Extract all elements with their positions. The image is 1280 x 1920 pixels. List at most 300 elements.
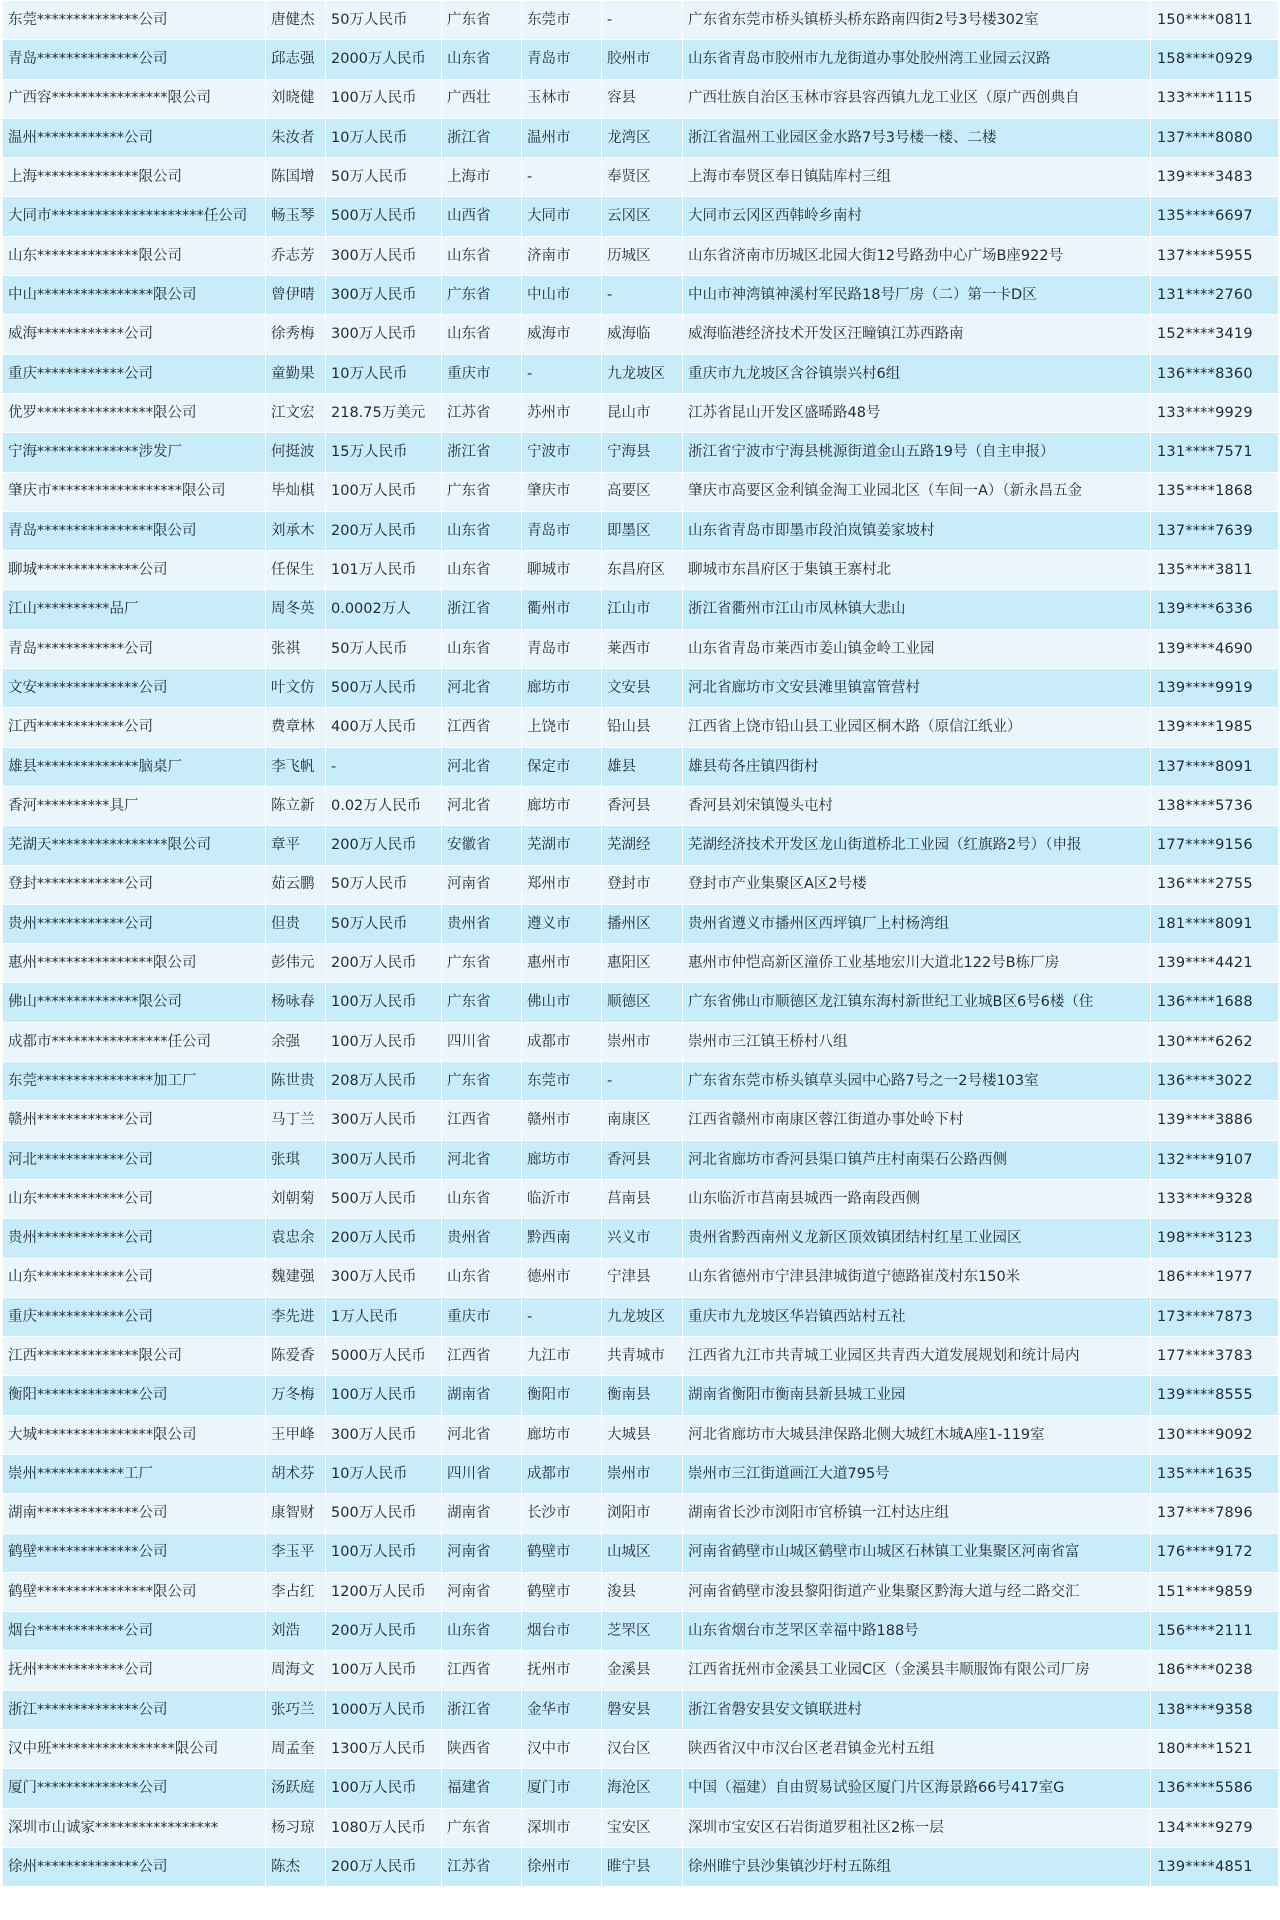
district-cell: 莒南县 <box>602 1179 683 1218</box>
district-cell: 衡南县 <box>602 1376 683 1415</box>
province-cell: 安徽省 <box>442 826 522 865</box>
address-cell: 威海临港经济技术开发区汪疃镇江苏西路南 <box>683 315 1151 354</box>
registered-capital-cell: 100万人民币 <box>326 1533 442 1572</box>
table-row <box>3 826 1279 865</box>
company-name-cell: 汉中班*****************限公司 <box>3 1730 266 1769</box>
registered-capital-cell: 2000万人民币 <box>326 40 442 79</box>
city-cell: 东莞市 <box>522 1062 602 1101</box>
city-cell: - <box>522 354 602 393</box>
phone-cell: 130****6262 <box>1151 1022 1279 1061</box>
legal-person-cell: 陈爱香 <box>266 1337 326 1376</box>
company-table <box>2 0 1279 1887</box>
city-cell: 苏州市 <box>522 393 602 432</box>
phone-cell: 139****4421 <box>1151 944 1279 983</box>
city-cell: 保定市 <box>522 747 602 786</box>
address-cell: 崇州市三江街道画江大道795号 <box>683 1454 1151 1493</box>
company-name-cell: 温州************公司 <box>3 118 266 157</box>
province-cell: 河北省 <box>442 786 522 825</box>
registered-capital-cell: 50万人民币 <box>326 629 442 668</box>
table-row <box>3 1258 1279 1297</box>
table-row <box>3 1376 1279 1415</box>
district-cell: 共青城市 <box>602 1337 683 1376</box>
registered-capital-cell: 200万人民币 <box>326 1847 442 1886</box>
phone-cell: 139****4851 <box>1151 1847 1279 1886</box>
city-cell: 成都市 <box>522 1022 602 1061</box>
district-cell: 高要区 <box>602 472 683 511</box>
province-cell: 山东省 <box>442 629 522 668</box>
legal-person-cell: 胡术芬 <box>266 1454 326 1493</box>
registered-capital-cell: 300万人民币 <box>326 1140 442 1179</box>
table-row <box>3 551 1279 590</box>
registered-capital-cell: 100万人民币 <box>326 79 442 118</box>
registered-capital-cell: 10万人民币 <box>326 1454 442 1493</box>
address-cell: 浙江省磐安县安文镇联进村 <box>683 1690 1151 1729</box>
city-cell: 黔西南 <box>522 1219 602 1258</box>
phone-cell: 131****2760 <box>1151 276 1279 315</box>
table-row <box>3 1297 1279 1336</box>
registered-capital-cell: 1300万人民币 <box>326 1730 442 1769</box>
address-cell: 江西省上饶市铅山县工业园区桐木路（原信江纸业） <box>683 708 1151 747</box>
phone-cell: 177****3783 <box>1151 1337 1279 1376</box>
company-name-cell: 成都市****************任公司 <box>3 1022 266 1061</box>
district-cell: 金溪县 <box>602 1651 683 1690</box>
address-cell: 山东省烟台市芝罘区幸福中路188号 <box>683 1612 1151 1651</box>
district-cell: 九龙坡区 <box>602 354 683 393</box>
city-cell: 鹤壁市 <box>522 1533 602 1572</box>
phone-cell: 136****3022 <box>1151 1062 1279 1101</box>
legal-person-cell: 费章林 <box>266 708 326 747</box>
address-cell: 湖南省衡阳市衡南县新县城工业园 <box>683 1376 1151 1415</box>
company-name-cell: 山东**************限公司 <box>3 236 266 275</box>
province-cell: 河南省 <box>442 1572 522 1611</box>
phone-cell: 133****9929 <box>1151 393 1279 432</box>
table-row <box>3 1415 1279 1454</box>
district-cell: 香河县 <box>602 786 683 825</box>
registered-capital-cell: 50万人民币 <box>326 158 442 197</box>
address-cell: 浙江省温州工业园区金水路7号3号楼一楼、二楼 <box>683 118 1151 157</box>
province-cell: 山东省 <box>442 1258 522 1297</box>
phone-cell: 186****0238 <box>1151 1651 1279 1690</box>
city-cell: 青岛市 <box>522 629 602 668</box>
phone-cell: 137****7639 <box>1151 511 1279 550</box>
company-name-cell: 优罗****************限公司 <box>3 393 266 432</box>
address-cell: 中国（福建）自由贸易试验区厦门片区海景路66号417室G <box>683 1769 1151 1808</box>
company-name-cell: 香河**********具厂 <box>3 786 266 825</box>
address-cell: 芜湖经济技术开发区龙山街道桥北工业园（红旗路2号）（申报 <box>683 826 1151 865</box>
legal-person-cell: 但贵 <box>266 904 326 943</box>
phone-cell: 139****8555 <box>1151 1376 1279 1415</box>
legal-person-cell: 周孟奎 <box>266 1730 326 1769</box>
city-cell: 汉中市 <box>522 1730 602 1769</box>
company-name-cell: 贵州************公司 <box>3 1219 266 1258</box>
table-row <box>3 79 1279 118</box>
company-name-cell: 威海************公司 <box>3 315 266 354</box>
phone-cell: 198****3123 <box>1151 1219 1279 1258</box>
city-cell: 中山市 <box>522 276 602 315</box>
district-cell: 睢宁县 <box>602 1847 683 1886</box>
legal-person-cell: 袁忠余 <box>266 1219 326 1258</box>
legal-person-cell: 乔志芳 <box>266 236 326 275</box>
province-cell: 山西省 <box>442 197 522 236</box>
phone-cell: 138****9358 <box>1151 1690 1279 1729</box>
address-cell: 河南省鹤壁市浚县黎阳街道产业集聚区黔海大道与经二路交汇 <box>683 1572 1151 1611</box>
company-name-cell: 文安**************公司 <box>3 669 266 708</box>
province-cell: 山东省 <box>442 236 522 275</box>
district-cell: 磐安县 <box>602 1690 683 1729</box>
registered-capital-cell: 100万人民币 <box>326 983 442 1022</box>
legal-person-cell: 张琪 <box>266 1140 326 1179</box>
address-cell: 山东省德州市宁津县津城街道宁德路崔茂村东150米 <box>683 1258 1151 1297</box>
city-cell: 深圳市 <box>522 1808 602 1847</box>
table-row <box>3 1847 1279 1886</box>
phone-cell: 186****1977 <box>1151 1258 1279 1297</box>
city-cell: 青岛市 <box>522 511 602 550</box>
registered-capital-cell: 101万人民币 <box>326 551 442 590</box>
province-cell: 广东省 <box>442 472 522 511</box>
address-cell: 聊城市东昌府区于集镇王寨村北 <box>683 551 1151 590</box>
address-cell: 陕西省汉中市汉台区老君镇金光村五组 <box>683 1730 1151 1769</box>
province-cell: 河北省 <box>442 747 522 786</box>
address-cell: 广东省佛山市顺德区龙江镇东海村新世纪工业城B区6号6楼（住 <box>683 983 1151 1022</box>
company-name-cell: 崇州************工厂 <box>3 1454 266 1493</box>
address-cell: 河北省廊坊市香河县渠口镇芦庄村南渠石公路西侧 <box>683 1140 1151 1179</box>
address-cell: 江西省赣州市南康区蓉江街道办事处岭下村 <box>683 1101 1151 1140</box>
table-row <box>3 40 1279 79</box>
province-cell: 上海市 <box>442 158 522 197</box>
address-cell: 广东省东莞市桥头镇桥头桥东路南四街2号3号楼302室 <box>683 1 1151 40</box>
city-cell: 长沙市 <box>522 1494 602 1533</box>
legal-person-cell: 徐秀梅 <box>266 315 326 354</box>
address-cell: 肇庆市高要区金利镇金淘工业园北区（车间一A）（新永昌五金 <box>683 472 1151 511</box>
legal-person-cell: 畅玉琴 <box>266 197 326 236</box>
address-cell: 徐州睢宁县沙集镇沙圩村五陈组 <box>683 1847 1151 1886</box>
table-row <box>3 1062 1279 1101</box>
registered-capital-cell: 300万人民币 <box>326 315 442 354</box>
company-name-cell: 芜湖天****************限公司 <box>3 826 266 865</box>
address-cell: 深圳市宝安区石岩街道罗租社区2栋一层 <box>683 1808 1151 1847</box>
phone-cell: 151****9859 <box>1151 1572 1279 1611</box>
legal-person-cell: 余强 <box>266 1022 326 1061</box>
registered-capital-cell: 15万人民币 <box>326 433 442 472</box>
legal-person-cell: 邱志强 <box>266 40 326 79</box>
city-cell: 温州市 <box>522 118 602 157</box>
city-cell: 济南市 <box>522 236 602 275</box>
phone-cell: 136****8360 <box>1151 354 1279 393</box>
table-row <box>3 1219 1279 1258</box>
legal-person-cell: 茹云鹏 <box>266 865 326 904</box>
province-cell: 河南省 <box>442 1533 522 1572</box>
registered-capital-cell: - <box>326 747 442 786</box>
phone-cell: 176****9172 <box>1151 1533 1279 1572</box>
table-row <box>3 158 1279 197</box>
table-body <box>3 1 1279 1887</box>
company-name-cell: 东莞**************公司 <box>3 1 266 40</box>
district-cell: 山城区 <box>602 1533 683 1572</box>
address-cell: 上海市奉贤区奉日镇陆库村三组 <box>683 158 1151 197</box>
legal-person-cell: 陈世贵 <box>266 1062 326 1101</box>
legal-person-cell: 陈立新 <box>266 786 326 825</box>
legal-person-cell: 陈杰 <box>266 1847 326 1886</box>
registered-capital-cell: 100万人民币 <box>326 1769 442 1808</box>
company-name-cell: 山东************公司 <box>3 1179 266 1218</box>
company-name-cell: 聊城**************公司 <box>3 551 266 590</box>
table-row <box>3 511 1279 550</box>
phone-cell: 131****7571 <box>1151 433 1279 472</box>
city-cell: 宁波市 <box>522 433 602 472</box>
district-cell: 江山市 <box>602 590 683 629</box>
district-cell: 芝罘区 <box>602 1612 683 1651</box>
province-cell: 河北省 <box>442 1140 522 1179</box>
city-cell: 临沂市 <box>522 1179 602 1218</box>
table-row <box>3 393 1279 432</box>
province-cell: 重庆市 <box>442 354 522 393</box>
legal-person-cell: 王甲峰 <box>266 1415 326 1454</box>
legal-person-cell: 汤跃庭 <box>266 1769 326 1808</box>
company-name-cell: 大城****************限公司 <box>3 1415 266 1454</box>
city-cell: 惠州市 <box>522 944 602 983</box>
province-cell: 江苏省 <box>442 1847 522 1886</box>
phone-cell: 135****6697 <box>1151 197 1279 236</box>
table-row <box>3 944 1279 983</box>
district-cell: 登封市 <box>602 865 683 904</box>
table-row <box>3 118 1279 157</box>
table-row <box>3 1572 1279 1611</box>
registered-capital-cell: 1200万人民币 <box>326 1572 442 1611</box>
phone-cell: 133****9328 <box>1151 1179 1279 1218</box>
registered-capital-cell: 100万人民币 <box>326 1022 442 1061</box>
company-name-cell: 重庆************公司 <box>3 1297 266 1336</box>
legal-person-cell: 张巧兰 <box>266 1690 326 1729</box>
company-name-cell: 鹤壁****************限公司 <box>3 1572 266 1611</box>
province-cell: 陕西省 <box>442 1730 522 1769</box>
phone-cell: 139****6336 <box>1151 590 1279 629</box>
company-name-cell: 江西**************限公司 <box>3 1337 266 1376</box>
address-cell: 山东省青岛市莱西市姜山镇金岭工业园 <box>683 629 1151 668</box>
company-name-cell: 鹤壁**************公司 <box>3 1533 266 1572</box>
district-cell: - <box>602 1062 683 1101</box>
company-name-cell: 徐州**************公司 <box>3 1847 266 1886</box>
table-row <box>3 1808 1279 1847</box>
company-name-cell: 厦门**************公司 <box>3 1769 266 1808</box>
province-cell: 四川省 <box>442 1454 522 1493</box>
address-cell: 山东临沂市莒南县城西一路南段西侧 <box>683 1179 1151 1218</box>
registered-capital-cell: 300万人民币 <box>326 1415 442 1454</box>
phone-cell: 135****3811 <box>1151 551 1279 590</box>
table-row <box>3 1454 1279 1493</box>
phone-cell: 139****3886 <box>1151 1101 1279 1140</box>
phone-cell: 139****3483 <box>1151 158 1279 197</box>
city-cell: - <box>522 158 602 197</box>
province-cell: 江苏省 <box>442 393 522 432</box>
district-cell: 大城县 <box>602 1415 683 1454</box>
company-name-cell: 重庆************公司 <box>3 354 266 393</box>
legal-person-cell: 刘承木 <box>266 511 326 550</box>
city-cell: 聊城市 <box>522 551 602 590</box>
province-cell: 福建省 <box>442 1769 522 1808</box>
city-cell: 廊坊市 <box>522 786 602 825</box>
phone-cell: 137****7896 <box>1151 1494 1279 1533</box>
table-row <box>3 1179 1279 1218</box>
district-cell: 南康区 <box>602 1101 683 1140</box>
registered-capital-cell: 300万人民币 <box>326 236 442 275</box>
district-cell: 宁海县 <box>602 433 683 472</box>
legal-person-cell: 周冬英 <box>266 590 326 629</box>
phone-cell: 132****9107 <box>1151 1140 1279 1179</box>
address-cell: 江西省抚州市金溪县工业园C区（金溪县丰顺服饰有限公司厂房 <box>683 1651 1151 1690</box>
district-cell: 东昌府区 <box>602 551 683 590</box>
registered-capital-cell: 400万人民币 <box>326 708 442 747</box>
district-cell: 浏阳市 <box>602 1494 683 1533</box>
legal-person-cell: 张祺 <box>266 629 326 668</box>
province-cell: 山东省 <box>442 511 522 550</box>
registered-capital-cell: 0.0002万人 <box>326 590 442 629</box>
city-cell: 鹤壁市 <box>522 1572 602 1611</box>
phone-cell: 137****5955 <box>1151 236 1279 275</box>
district-cell: 容县 <box>602 79 683 118</box>
registered-capital-cell: 500万人民币 <box>326 1179 442 1218</box>
phone-cell: 136****5586 <box>1151 1769 1279 1808</box>
district-cell: 胶州市 <box>602 40 683 79</box>
address-cell: 河北省廊坊市文安县滩里镇富管营村 <box>683 669 1151 708</box>
registered-capital-cell: 0.02万人民币 <box>326 786 442 825</box>
registered-capital-cell: 1080万人民币 <box>326 1808 442 1847</box>
district-cell: - <box>602 1 683 40</box>
district-cell: 兴义市 <box>602 1219 683 1258</box>
table-row <box>3 669 1279 708</box>
registered-capital-cell: 1000万人民币 <box>326 1690 442 1729</box>
table-row <box>3 1612 1279 1651</box>
legal-person-cell: 何挺波 <box>266 433 326 472</box>
registered-capital-cell: 300万人民币 <box>326 276 442 315</box>
province-cell: 浙江省 <box>442 590 522 629</box>
table-row <box>3 197 1279 236</box>
district-cell: 铅山县 <box>602 708 683 747</box>
city-cell: 廊坊市 <box>522 1140 602 1179</box>
phone-cell: 130****9092 <box>1151 1415 1279 1454</box>
province-cell: 河南省 <box>442 865 522 904</box>
district-cell: 莱西市 <box>602 629 683 668</box>
legal-person-cell: 刘浩 <box>266 1612 326 1651</box>
province-cell: 湖南省 <box>442 1494 522 1533</box>
company-name-cell: 赣州************公司 <box>3 1101 266 1140</box>
table-row <box>3 904 1279 943</box>
company-name-cell: 浙江**************公司 <box>3 1690 266 1729</box>
legal-person-cell: 章平 <box>266 826 326 865</box>
city-cell: 威海市 <box>522 315 602 354</box>
registered-capital-cell: 200万人民币 <box>326 511 442 550</box>
district-cell: 即墨区 <box>602 511 683 550</box>
company-name-cell: 宁海**************涉发厂 <box>3 433 266 472</box>
address-cell: 重庆市九龙坡区华岩镇西站村五社 <box>683 1297 1151 1336</box>
province-cell: 广东省 <box>442 1 522 40</box>
district-cell: 播州区 <box>602 904 683 943</box>
district-cell: 文安县 <box>602 669 683 708</box>
district-cell: 龙湾区 <box>602 118 683 157</box>
company-name-cell: 雄县**************脑桌厂 <box>3 747 266 786</box>
phone-cell: 136****1688 <box>1151 983 1279 1022</box>
city-cell: 抚州市 <box>522 1651 602 1690</box>
table-row <box>3 276 1279 315</box>
table-row <box>3 1022 1279 1061</box>
table-row <box>3 315 1279 354</box>
legal-person-cell: 周海文 <box>266 1651 326 1690</box>
city-cell: 大同市 <box>522 197 602 236</box>
province-cell: 江西省 <box>442 1651 522 1690</box>
legal-person-cell: 李飞帆 <box>266 747 326 786</box>
registered-capital-cell: 200万人民币 <box>326 1612 442 1651</box>
city-cell: 佛山市 <box>522 983 602 1022</box>
legal-person-cell: 彭伟元 <box>266 944 326 983</box>
province-cell: 山东省 <box>442 1179 522 1218</box>
district-cell: 芜湖经 <box>602 826 683 865</box>
phone-cell: 152****3419 <box>1151 315 1279 354</box>
district-cell: 威海临 <box>602 315 683 354</box>
province-cell: 浙江省 <box>442 118 522 157</box>
address-cell: 贵州省黔西南州义龙新区顶效镇团结村红星工业园区 <box>683 1219 1151 1258</box>
district-cell: 崇州市 <box>602 1022 683 1061</box>
registered-capital-cell: 5000万人民币 <box>326 1337 442 1376</box>
city-cell: 肇庆市 <box>522 472 602 511</box>
phone-cell: 150****0811 <box>1151 1 1279 40</box>
company-name-cell: 惠州****************限公司 <box>3 944 266 983</box>
registered-capital-cell: 200万人民币 <box>326 944 442 983</box>
province-cell: 河北省 <box>442 669 522 708</box>
table-row <box>3 236 1279 275</box>
city-cell: 成都市 <box>522 1454 602 1493</box>
table-row <box>3 629 1279 668</box>
address-cell: 江苏省昆山开发区盛晞路48号 <box>683 393 1151 432</box>
city-cell: 芜湖市 <box>522 826 602 865</box>
company-name-cell: 登封************公司 <box>3 865 266 904</box>
registered-capital-cell: 500万人民币 <box>326 669 442 708</box>
company-name-cell: 江山**********品厂 <box>3 590 266 629</box>
province-cell: 山东省 <box>442 551 522 590</box>
company-name-cell: 河北************公司 <box>3 1140 266 1179</box>
city-cell: - <box>522 1297 602 1336</box>
district-cell: 惠阳区 <box>602 944 683 983</box>
phone-cell: 139****1985 <box>1151 708 1279 747</box>
address-cell: 广西壮族自治区玉林市容县容西镇九龙工业区（原广西创典自 <box>683 79 1151 118</box>
city-cell: 德州市 <box>522 1258 602 1297</box>
address-cell: 重庆市九龙坡区含谷镇崇兴村6组 <box>683 354 1151 393</box>
address-cell: 崇州市三江镇王桥村八组 <box>683 1022 1151 1061</box>
registered-capital-cell: 50万人民币 <box>326 1 442 40</box>
district-cell: 昆山市 <box>602 393 683 432</box>
city-cell: 烟台市 <box>522 1612 602 1651</box>
registered-capital-cell: 200万人民币 <box>326 826 442 865</box>
company-name-cell: 贵州************公司 <box>3 904 266 943</box>
legal-person-cell: 康智财 <box>266 1494 326 1533</box>
legal-person-cell: 李占红 <box>266 1572 326 1611</box>
table-row <box>3 1730 1279 1769</box>
address-cell: 大同市云冈区西韩岭乡南村 <box>683 197 1151 236</box>
city-cell: 九江市 <box>522 1337 602 1376</box>
address-cell: 河北省廊坊市大城县津保路北侧大城红木城A座1-119室 <box>683 1415 1151 1454</box>
province-cell: 江西省 <box>442 1337 522 1376</box>
district-cell: 宝安区 <box>602 1808 683 1847</box>
address-cell: 雄县苟各庄镇四街村 <box>683 747 1151 786</box>
district-cell: 宁津县 <box>602 1258 683 1297</box>
address-cell: 山东省济南市历城区北园大街12号路劲中心广场B座922号 <box>683 236 1151 275</box>
legal-person-cell: 万冬梅 <box>266 1376 326 1415</box>
table-row <box>3 786 1279 825</box>
phone-cell: 139****9919 <box>1151 669 1279 708</box>
city-cell: 廊坊市 <box>522 1415 602 1454</box>
legal-person-cell: 唐健杰 <box>266 1 326 40</box>
phone-cell: 135****1635 <box>1151 1454 1279 1493</box>
table-row <box>3 983 1279 1022</box>
phone-cell: 181****8091 <box>1151 904 1279 943</box>
